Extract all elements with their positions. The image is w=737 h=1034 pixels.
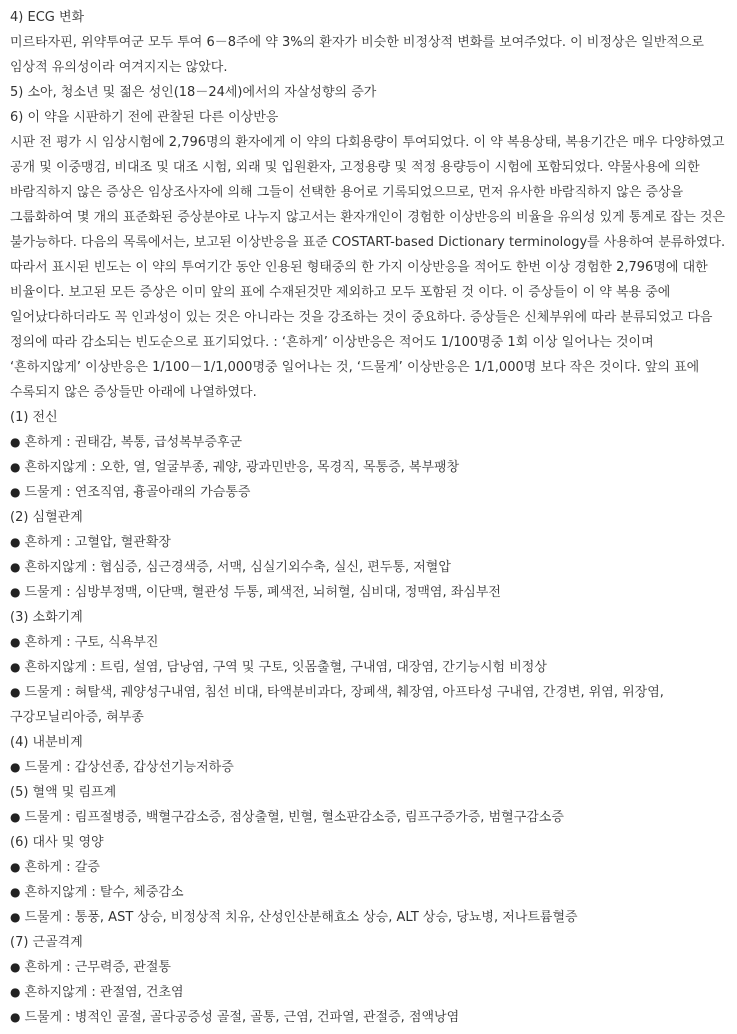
list-item-text: 흔하게 : 권태감, 복통, 급성복부증후군	[24, 435, 243, 450]
list-item	[10, 480, 727, 505]
category-title: (5) 혈액 및 림프계	[10, 785, 117, 800]
bullet-icon: ●	[10, 560, 21, 574]
list-item-text: 드물게 : 연조직염, 흉골아래의 가슴통증	[24, 485, 251, 500]
list-item-text: 흔하지않게 : 협심증, 심근경색증, 서맥, 심실기외수축, 실신, 편두통, 저혈압	[24, 560, 451, 575]
list-item	[10, 430, 727, 455]
bullet-icon: ●	[10, 685, 21, 699]
list-item	[10, 855, 727, 880]
list-item-text: 드물게 : 통풍, AST 상승, 비정상적 치유, 산성인산분해효소 상승, ALT 상승, 당뇨병, 저나트륨혈증	[24, 910, 578, 925]
list-item	[10, 955, 727, 980]
list-item-text: 흔하지않게 : 탈수, 체중감소	[24, 885, 184, 900]
list-item-text: 흔하지않게 : 트림, 설염, 담낭염, 구역 및 구토, 잇몸출혈, 구내염, 대장염, 간기능시험 비정상	[24, 660, 547, 675]
list-item-text: 흔하게 : 갈증	[24, 860, 100, 875]
list-item-text: 흔하지않게 : 오한, 열, 얼굴부종, 궤양, 광과민반응, 목경직, 목통증, 복부팽창	[24, 460, 460, 475]
list-item	[10, 805, 727, 830]
list-item-text: 드물게 : 혀탈색, 궤양성구내염, 침선 비대, 타액분비과다, 장폐색, 췌장염, 아프타성 구내염, 간경변, 위염, 위장염, 구강모닐리아증, 혀부종	[10, 685, 664, 725]
bullet-icon: ●	[10, 435, 21, 449]
list-item-text: 흔하게 : 고혈압, 혈관확장	[24, 535, 171, 550]
list-item	[10, 1005, 727, 1030]
category-title: (2) 심혈관계	[10, 510, 83, 525]
category-title: (4) 내분비계	[10, 735, 83, 750]
bullet-icon: ●	[10, 885, 21, 899]
bullet-icon: ●	[10, 985, 21, 999]
list-item-text: 드물게 : 림프절병증, 백혈구감소증, 점상출혈, 빈혈, 혈소판감소증, 림프구증가증, 범혈구감소증	[24, 810, 564, 825]
list-item-text: 흔하게 : 근무력증, 관절통	[24, 960, 171, 975]
bullet-icon: ●	[10, 760, 21, 774]
list-item	[10, 530, 727, 555]
category-title: (6) 대사 및 영양	[10, 835, 104, 850]
list-item-text: 드물게 : 병적인 골절, 골다공증성 골절, 골통, 근염, 건파열, 관절증, 점액낭염	[24, 1010, 460, 1025]
list-item-text: 드물게 : 심방부정맥, 이단맥, 혈관성 두통, 폐색전, 뇌허혈, 심비대, 정맥염, 좌심부전	[24, 585, 501, 600]
list-item	[10, 980, 727, 1005]
section-heading-suicide: 5) 소아, 청소년 및 젊은 성인(18－24세)에서의 자살성향의 증가	[10, 85, 377, 100]
list-item	[10, 680, 727, 730]
list-item	[10, 905, 727, 930]
list-item-text: 흔하게 : 구토, 식욕부진	[24, 635, 159, 650]
bullet-icon: ●	[10, 460, 21, 474]
list-item	[10, 755, 727, 780]
list-item-text: 드물게 : 갑상선종, 갑상선기능저하증	[24, 760, 234, 775]
category-title: (1) 전신	[10, 410, 58, 425]
bullet-icon: ●	[10, 535, 21, 549]
bullet-icon: ●	[10, 860, 21, 874]
bullet-icon: ●	[10, 960, 21, 974]
list-item	[10, 630, 727, 655]
bullet-icon: ●	[10, 485, 21, 499]
category-title: (7) 근골격계	[10, 935, 83, 950]
section-heading-ecg: 4) ECG 변화	[10, 10, 85, 25]
list-item	[10, 555, 727, 580]
bullet-icon: ●	[10, 635, 21, 649]
list-item	[10, 455, 727, 480]
bullet-icon: ●	[10, 910, 21, 924]
bullet-icon: ●	[10, 660, 21, 674]
list-item	[10, 880, 727, 905]
section-body-other-adverse: 시판 전 평가 시 임상시험에 2,796명의 환자에게 이 약의 다회용량이 투여되었다. 이 약 복용상태, 복용기간은 매우 다양하였고 공개 및 이중맹검, 비대조 및 대조 시험, 외래 및 입원환자, 고정용량 및 적정 용량등이 시험에 포함되었다. 약물사용에 의한 바람직하지 않은 증상은 임상조사자에 의해 그들이 선택한 용어로 기록되었으므로, 먼저 유사한 바람직하지 않은 증상을 그룹화하여 몇 개의 표준화된 증상분야로 나누지 않고서는 환자개인이 경험한 이상반응의 비율을 유의성 있게 통계로 잡는 것은 불가능하다. 다음의 목록에서는, 보고된 이상반응을 표준 COSTART-based Dictionary terminology를 사용하여 분류하였다. 따라서 표시된 빈도는 이 약의 투여기간 동안 인용된 형태중의 한 가지 이상반응을 적어도 한번 이상 경험한 2,796명에 대한 비율이다. 보고된 모든 증상은 이미 앞의 표에 수재된것만 제외하고 모두 포함된 것 이다. 이 증상들이 이 약 복용 중에 일어났다하더라도 꼭 인과성이 있는 것은 아니라는 것을 강조하는 것이 중요하다. 증상들은 신체부위에 따라 분류되었고 다음 정의에 따라 감소되는 빈도순으로 표기되었다. : ‘흔하게’ 이상반응은 적어도 1/100명중 1회 이상 일어나는 것이며 ‘흔하지않게’ 이상반응은 1/100－1/1,000명중 일어나는 것, ‘드물게’ 이상반응은 1/1,000명 보다 작은 것이다. 앞의 표에 수록되지 않은 증상들만 아래에 나열하였다.	[10, 135, 726, 400]
list-item-text: 흔하지않게 : 관절염, 건초염	[24, 985, 184, 1000]
bullet-icon: ●	[10, 810, 21, 824]
list-item	[10, 580, 727, 605]
bullet-icon: ●	[10, 585, 21, 599]
bullet-icon: ●	[10, 1010, 21, 1024]
category-list	[10, 405, 727, 1030]
section-heading-other-adverse: 6) 이 약을 시판하기 전에 관찰된 다른 이상반응	[10, 110, 279, 125]
category-title: (3) 소화기계	[10, 610, 83, 625]
list-item	[10, 655, 727, 680]
section-body-ecg: 미르타자핀, 위약투여군 모두 투여 6－8주에 약 3%의 환자가 비슷한 비정상적 변화를 보여주었다. 이 비정상은 일반적으로 임상적 유의성이라 여겨지지는 않았다.	[10, 35, 704, 75]
